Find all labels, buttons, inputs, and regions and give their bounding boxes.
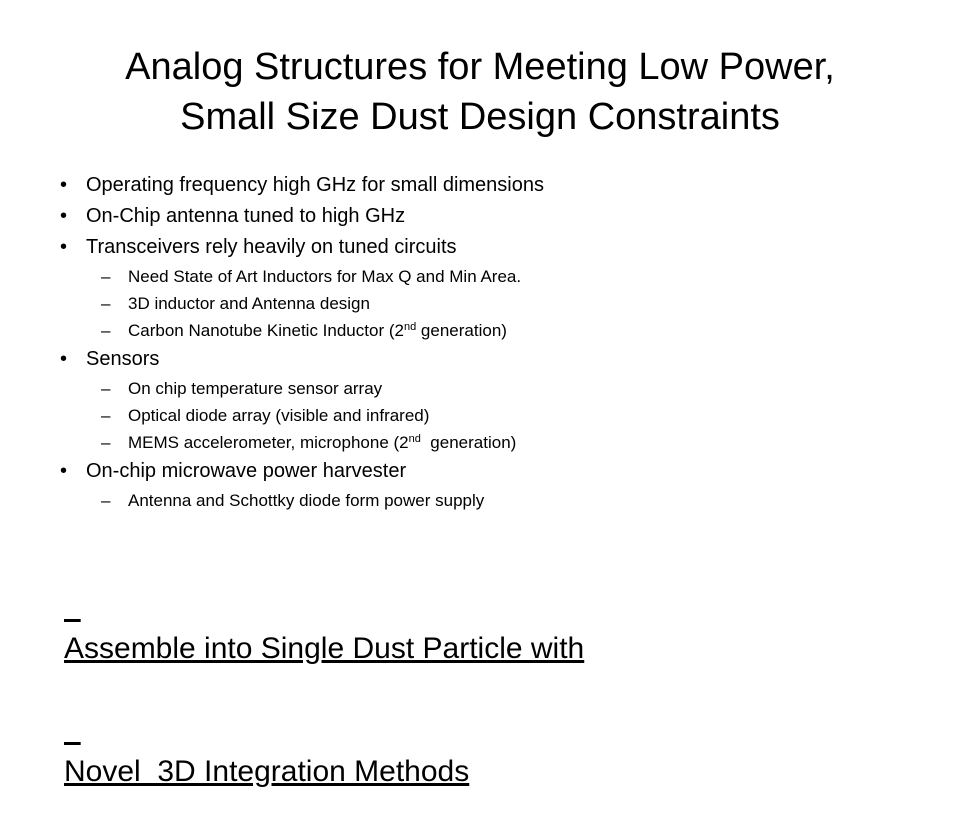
text-part: Carbon Nanotube Kinetic Inductor (2	[128, 321, 404, 340]
sub-bullet-text	[128, 433, 516, 452]
text-part: generation)	[420, 433, 517, 452]
bullet-item	[0, 344, 960, 375]
summary-statement	[64, 546, 924, 833]
superscript: nd	[408, 433, 421, 445]
bullet-text: Sensors	[86, 348, 160, 370]
title-line-2: Small Size Dust Design Constraints	[180, 96, 780, 138]
title-line-1: Analog Structures for Meeting Low Power,	[125, 46, 835, 88]
sub-bullet-item	[0, 317, 960, 344]
dash-icon: –	[101, 379, 111, 398]
sub-bullet-item	[0, 487, 960, 514]
bullet-icon: •	[60, 460, 68, 482]
summary-line-1: Assemble into Single Dust Particle with	[64, 632, 585, 665]
bullet-text: On-Chip antenna tuned to high GHz	[86, 205, 406, 227]
sub-bullet-item	[0, 402, 960, 429]
bullet-text: On-chip microwave power harvester	[86, 460, 407, 482]
sub-bullet-item	[0, 375, 960, 402]
bullet-item	[0, 170, 960, 201]
bullet-list	[0, 170, 960, 514]
bullet-item	[0, 201, 960, 232]
dash-icon: –	[101, 406, 111, 425]
sub-bullet-item	[0, 290, 960, 317]
sub-bullet-item	[0, 263, 960, 290]
bullet-icon: •	[60, 174, 68, 196]
sub-bullet-text: Need State of Art Inductors for Max Q and Min Area.	[128, 267, 522, 286]
bullet-item	[0, 456, 960, 487]
text-part: MEMS accelerometer, microphone (2	[128, 433, 409, 452]
dash-icon: –	[101, 294, 111, 313]
dash-icon: –	[101, 267, 111, 286]
superscript: nd	[403, 321, 417, 333]
sub-bullet-text: 3D inductor and Antenna design	[128, 294, 370, 313]
dash-icon: –	[101, 433, 111, 452]
sub-bullet-text	[128, 321, 507, 340]
dash-icon: –	[101, 321, 111, 340]
dash-icon: –	[101, 491, 111, 510]
bullet-icon: •	[60, 348, 68, 370]
bullet-text: Operating frequency high GHz for small dimensions	[86, 174, 544, 196]
text-part: generation)	[416, 321, 507, 340]
slide-title	[0, 42, 960, 142]
sub-bullet-text: Antenna and Schottky diode form power supply	[128, 491, 485, 510]
bullet-icon: •	[60, 205, 68, 227]
summary-line-2: Novel 3D Integration Methods	[64, 755, 470, 788]
bullet-text: Transceivers rely heavily on tuned circuits	[86, 236, 457, 258]
bullet-icon: •	[60, 236, 68, 258]
sub-bullet-text: Optical diode array (visible and infrared)	[128, 406, 430, 425]
bullet-item	[0, 232, 960, 263]
sub-bullet-item	[0, 429, 960, 456]
sub-bullet-text: On chip temperature sensor array	[128, 379, 383, 398]
